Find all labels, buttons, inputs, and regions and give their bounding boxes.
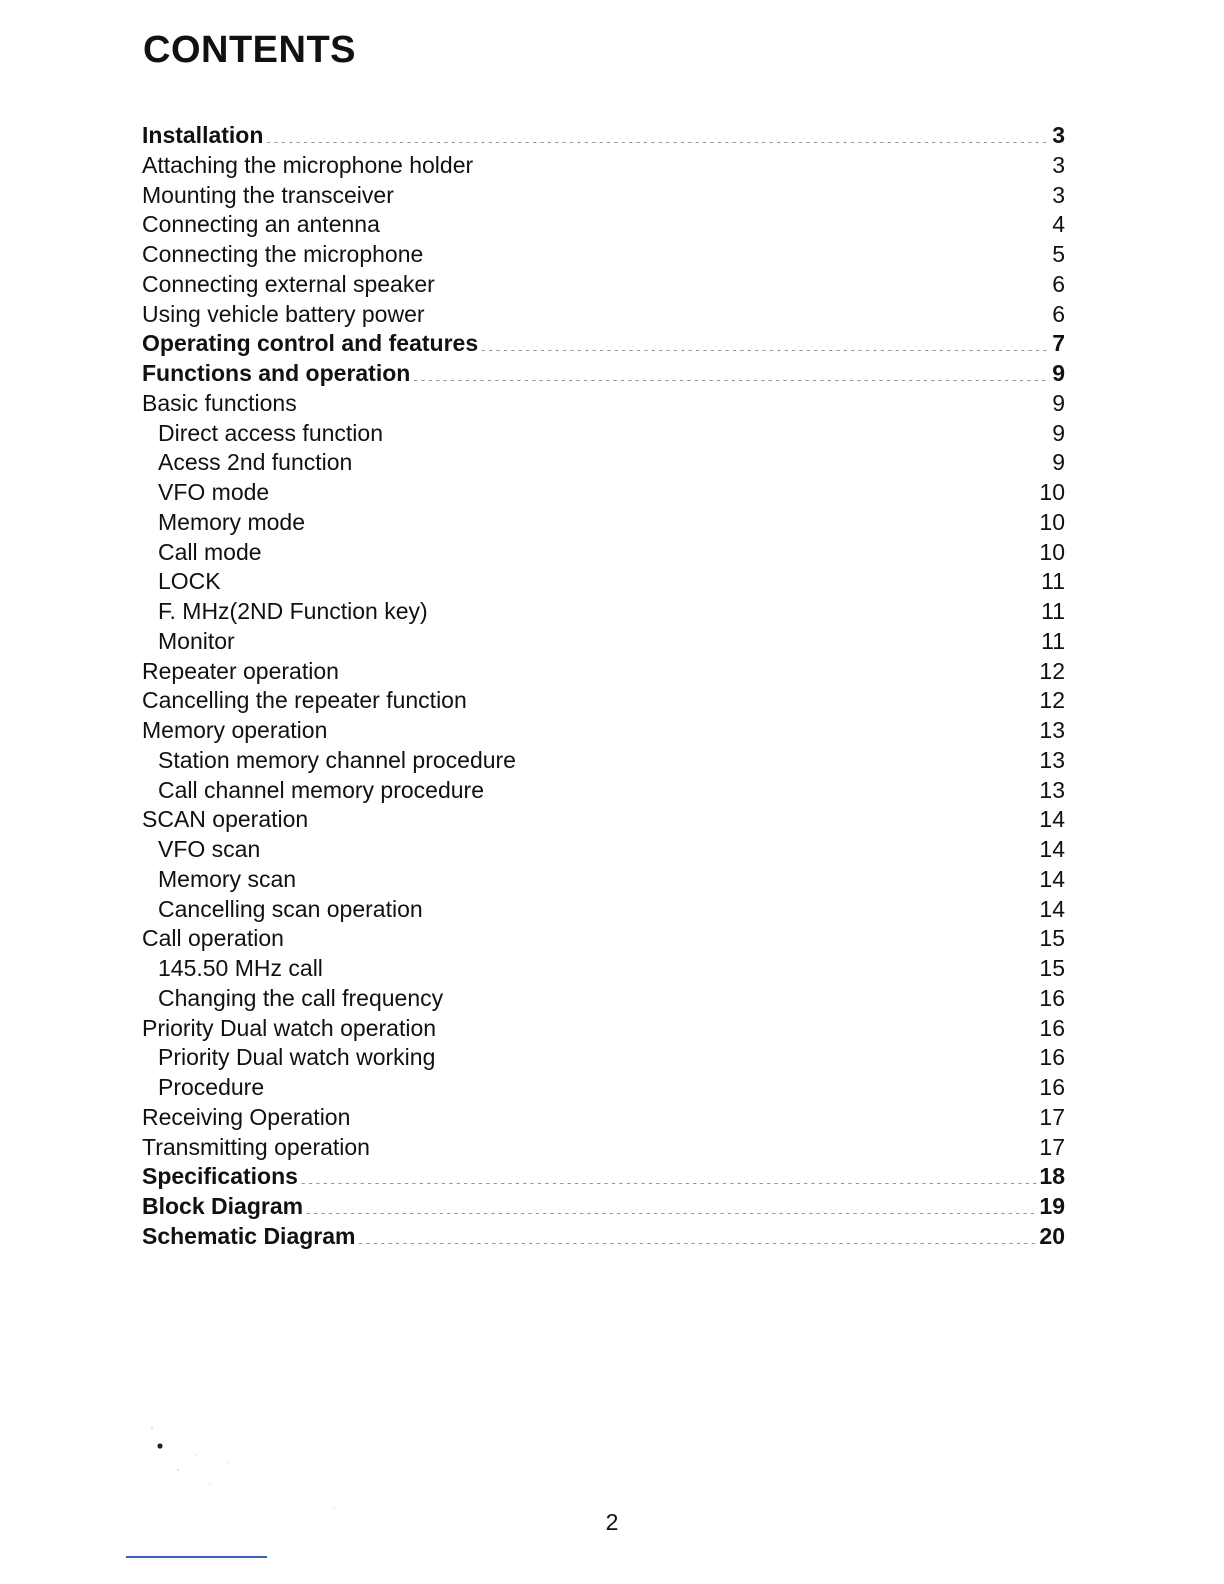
toc-entry-page: 16	[1039, 984, 1065, 1011]
toc-entry-page: 14	[1039, 895, 1065, 922]
toc-dot-leader	[437, 1064, 1037, 1065]
toc-dot-leader	[266, 1094, 1037, 1095]
toc-entry-label: Block Diagram	[142, 1193, 304, 1219]
toc-dot-leader	[480, 350, 1050, 351]
page-title: CONTENTS	[143, 29, 356, 71]
toc-entry-label: Changing the call frequency	[158, 984, 444, 1011]
toc-entry-label: Basic functions	[142, 389, 297, 416]
toc-entry-label: F. MHz(2ND Function key)	[158, 598, 428, 624]
toc-dot-leader	[286, 945, 1037, 946]
toc-entry	[142, 716, 1065, 746]
toc-entry	[142, 478, 1065, 508]
toc-dot-leader	[265, 142, 1050, 143]
toc-entry	[142, 270, 1065, 300]
toc-dot-leader	[298, 886, 1037, 887]
table-of-contents	[142, 121, 1065, 1252]
toc-entry	[142, 924, 1065, 954]
toc-entry	[142, 389, 1065, 419]
toc-dot-leader	[437, 291, 1050, 292]
toc-entry-label: Attaching the microphone holder	[142, 151, 474, 178]
toc-entry	[142, 567, 1065, 597]
toc-entry-page: 13	[1039, 746, 1065, 773]
toc-dot-leader	[445, 1005, 1037, 1006]
toc-entry-label: VFO scan	[158, 836, 261, 862]
toc-entry-page: 4	[1052, 211, 1065, 238]
toc-entry-label: Station memory channel procedure	[158, 746, 516, 773]
toc-dot-leader	[438, 1035, 1037, 1036]
toc-entry-page: 6	[1052, 270, 1065, 297]
toc-dot-leader	[425, 261, 1050, 262]
toc-entry	[142, 359, 1065, 389]
toc-entry-page: 5	[1052, 241, 1065, 267]
toc-entry-page: 10	[1039, 479, 1065, 505]
toc-dot-leader	[300, 1183, 1037, 1184]
toc-entry-page: 11	[1041, 627, 1065, 654]
toc-entry-label: Transmitting operation	[142, 1133, 370, 1160]
toc-entry-page: 11	[1041, 598, 1065, 624]
toc-dot-leader	[469, 707, 1038, 708]
toc-entry-label: Cancelling scan operation	[158, 895, 423, 922]
toc-entry	[142, 1192, 1065, 1222]
toc-dot-leader	[307, 529, 1037, 530]
page-number: 2	[605, 1509, 619, 1535]
toc-entry-label: Installation	[142, 122, 264, 148]
toc-entry-label: Operating control and features	[142, 330, 479, 357]
toc-entry-page: 13	[1039, 776, 1065, 803]
toc-dot-leader	[385, 440, 1050, 441]
toc-entry-label: LOCK	[158, 568, 221, 595]
toc-entry-label: Call mode	[158, 538, 262, 565]
toc-dot-leader	[271, 499, 1037, 500]
toc-entry-label: SCAN operation	[142, 806, 309, 833]
toc-entry	[142, 240, 1065, 270]
toc-entry-page: 10	[1039, 538, 1065, 565]
toc-dot-leader	[354, 469, 1050, 470]
toc-entry	[142, 1073, 1065, 1103]
toc-entry-page: 3	[1052, 151, 1065, 178]
toc-entry	[142, 1222, 1065, 1252]
toc-entry-page: 16	[1039, 1044, 1065, 1071]
toc-entry-page: 3	[1052, 181, 1065, 208]
toc-entry-page: 9	[1052, 419, 1065, 446]
toc-entry-page: 14	[1039, 836, 1065, 862]
toc-entry-page: 12	[1039, 687, 1065, 714]
toc-entry-page: 3	[1052, 122, 1065, 148]
toc-entry-label: Using vehicle battery power	[142, 300, 425, 327]
toc-entry-label: Receiving Operation	[142, 1103, 351, 1130]
toc-entry	[142, 954, 1065, 984]
toc-entry	[142, 300, 1065, 330]
toc-dot-leader	[264, 559, 1038, 560]
toc-entry	[142, 657, 1065, 687]
toc-entry-label: Memory operation	[142, 717, 328, 743]
toc-entry	[142, 686, 1065, 716]
scan-edge-line	[126, 1556, 267, 1558]
toc-entry	[142, 181, 1065, 211]
toc-dot-leader	[412, 380, 1050, 381]
toc-entry-page: 7	[1052, 330, 1065, 357]
toc-entry-page: 15	[1039, 955, 1065, 981]
toc-entry-page: 9	[1052, 360, 1065, 386]
toc-entry	[142, 329, 1065, 359]
toc-dot-leader	[382, 231, 1050, 232]
toc-entry	[142, 508, 1065, 538]
toc-entry	[142, 1133, 1065, 1163]
toc-entry-page: 18	[1039, 1163, 1065, 1190]
toc-entry	[142, 776, 1065, 806]
toc-entry-page: 14	[1039, 806, 1065, 833]
toc-entry	[142, 121, 1065, 151]
toc-entry-page: 15	[1039, 925, 1065, 952]
toc-dot-leader	[486, 797, 1037, 798]
toc-entry	[142, 1103, 1065, 1133]
toc-entry	[142, 627, 1065, 657]
toc-entry-label: Direct access function	[158, 419, 383, 446]
toc-entry-label: Connecting an antenna	[142, 211, 380, 238]
toc-entry-label: Repeater operation	[142, 657, 339, 684]
toc-entry	[142, 538, 1065, 568]
toc-entry	[142, 419, 1065, 449]
toc-dot-leader	[325, 975, 1037, 976]
toc-entry	[142, 210, 1065, 240]
toc-entry-label: Acess 2nd function	[158, 449, 353, 476]
toc-dot-leader	[352, 1124, 1037, 1125]
toc-entry	[142, 984, 1065, 1014]
toc-dot-leader	[305, 1213, 1037, 1214]
toc-entry-label: Mounting the transceiver	[142, 181, 394, 208]
toc-entry	[142, 805, 1065, 835]
toc-entry	[142, 151, 1065, 181]
toc-dot-leader	[475, 172, 1050, 173]
toc-entry-page: 16	[1039, 1014, 1065, 1041]
toc-entry	[142, 835, 1065, 865]
toc-dot-leader	[329, 737, 1037, 738]
toc-entry-page: 13	[1039, 717, 1065, 743]
toc-dot-leader	[262, 856, 1037, 857]
toc-entry-label: Schematic Diagram	[142, 1222, 356, 1249]
toc-entry	[142, 1043, 1065, 1073]
toc-dot-leader	[299, 410, 1051, 411]
toc-entry-label: Procedure	[158, 1074, 265, 1100]
toc-entry-label: Priority Dual watch operation	[142, 1014, 437, 1041]
scan-speckle-decoration	[138, 1400, 378, 1530]
toc-dot-leader	[518, 767, 1037, 768]
toc-dot-leader	[372, 1154, 1037, 1155]
toc-entry-label: Connecting external speaker	[142, 270, 435, 297]
toc-dot-leader	[237, 648, 1039, 649]
toc-entry-page: 9	[1052, 449, 1065, 476]
toc-entry	[142, 746, 1065, 776]
toc-entry-label: Connecting the microphone	[142, 241, 424, 267]
toc-entry-page: 6	[1052, 300, 1065, 327]
toc-dot-leader	[310, 826, 1037, 827]
toc-entry-label: Monitor	[158, 627, 235, 654]
toc-entry-page: 17	[1039, 1133, 1065, 1160]
toc-entry	[142, 895, 1065, 925]
toc-entry-page: 20	[1039, 1222, 1065, 1249]
toc-dot-leader	[223, 588, 1039, 589]
toc-entry	[142, 448, 1065, 478]
toc-entry-page: 16	[1039, 1074, 1065, 1100]
toc-entry-label: Specifications	[142, 1163, 298, 1190]
toc-dot-leader	[341, 678, 1037, 679]
toc-entry-label: Cancelling the repeater function	[142, 687, 467, 714]
toc-dot-leader	[396, 202, 1050, 203]
toc-entry-page: 11	[1041, 568, 1065, 595]
toc-entry	[142, 1162, 1065, 1192]
toc-dot-leader	[425, 916, 1038, 917]
toc-entry-label: VFO mode	[158, 479, 270, 505]
toc-entry-page: 10	[1039, 508, 1065, 535]
toc-entry-page: 12	[1039, 657, 1065, 684]
toc-entry-page: 14	[1039, 865, 1065, 892]
toc-entry	[142, 1014, 1065, 1044]
toc-dot-leader	[427, 321, 1051, 322]
toc-entry-label: Memory scan	[158, 865, 297, 892]
toc-dot-leader	[430, 618, 1039, 619]
toc-entry	[142, 865, 1065, 895]
toc-dot-leader	[357, 1243, 1037, 1244]
toc-entry-page: 9	[1052, 389, 1065, 416]
toc-entry-page: 19	[1039, 1193, 1065, 1219]
toc-entry-label: Priority Dual watch working	[158, 1044, 436, 1071]
toc-entry-label: Functions and operation	[142, 360, 411, 386]
toc-entry-page: 17	[1039, 1103, 1065, 1130]
toc-entry-label: Memory mode	[158, 508, 305, 535]
toc-entry-label: Call operation	[142, 925, 284, 952]
toc-entry-label: 145.50 MHz call	[158, 955, 323, 981]
toc-entry-label: Call channel memory procedure	[158, 776, 484, 803]
toc-entry	[142, 597, 1065, 627]
